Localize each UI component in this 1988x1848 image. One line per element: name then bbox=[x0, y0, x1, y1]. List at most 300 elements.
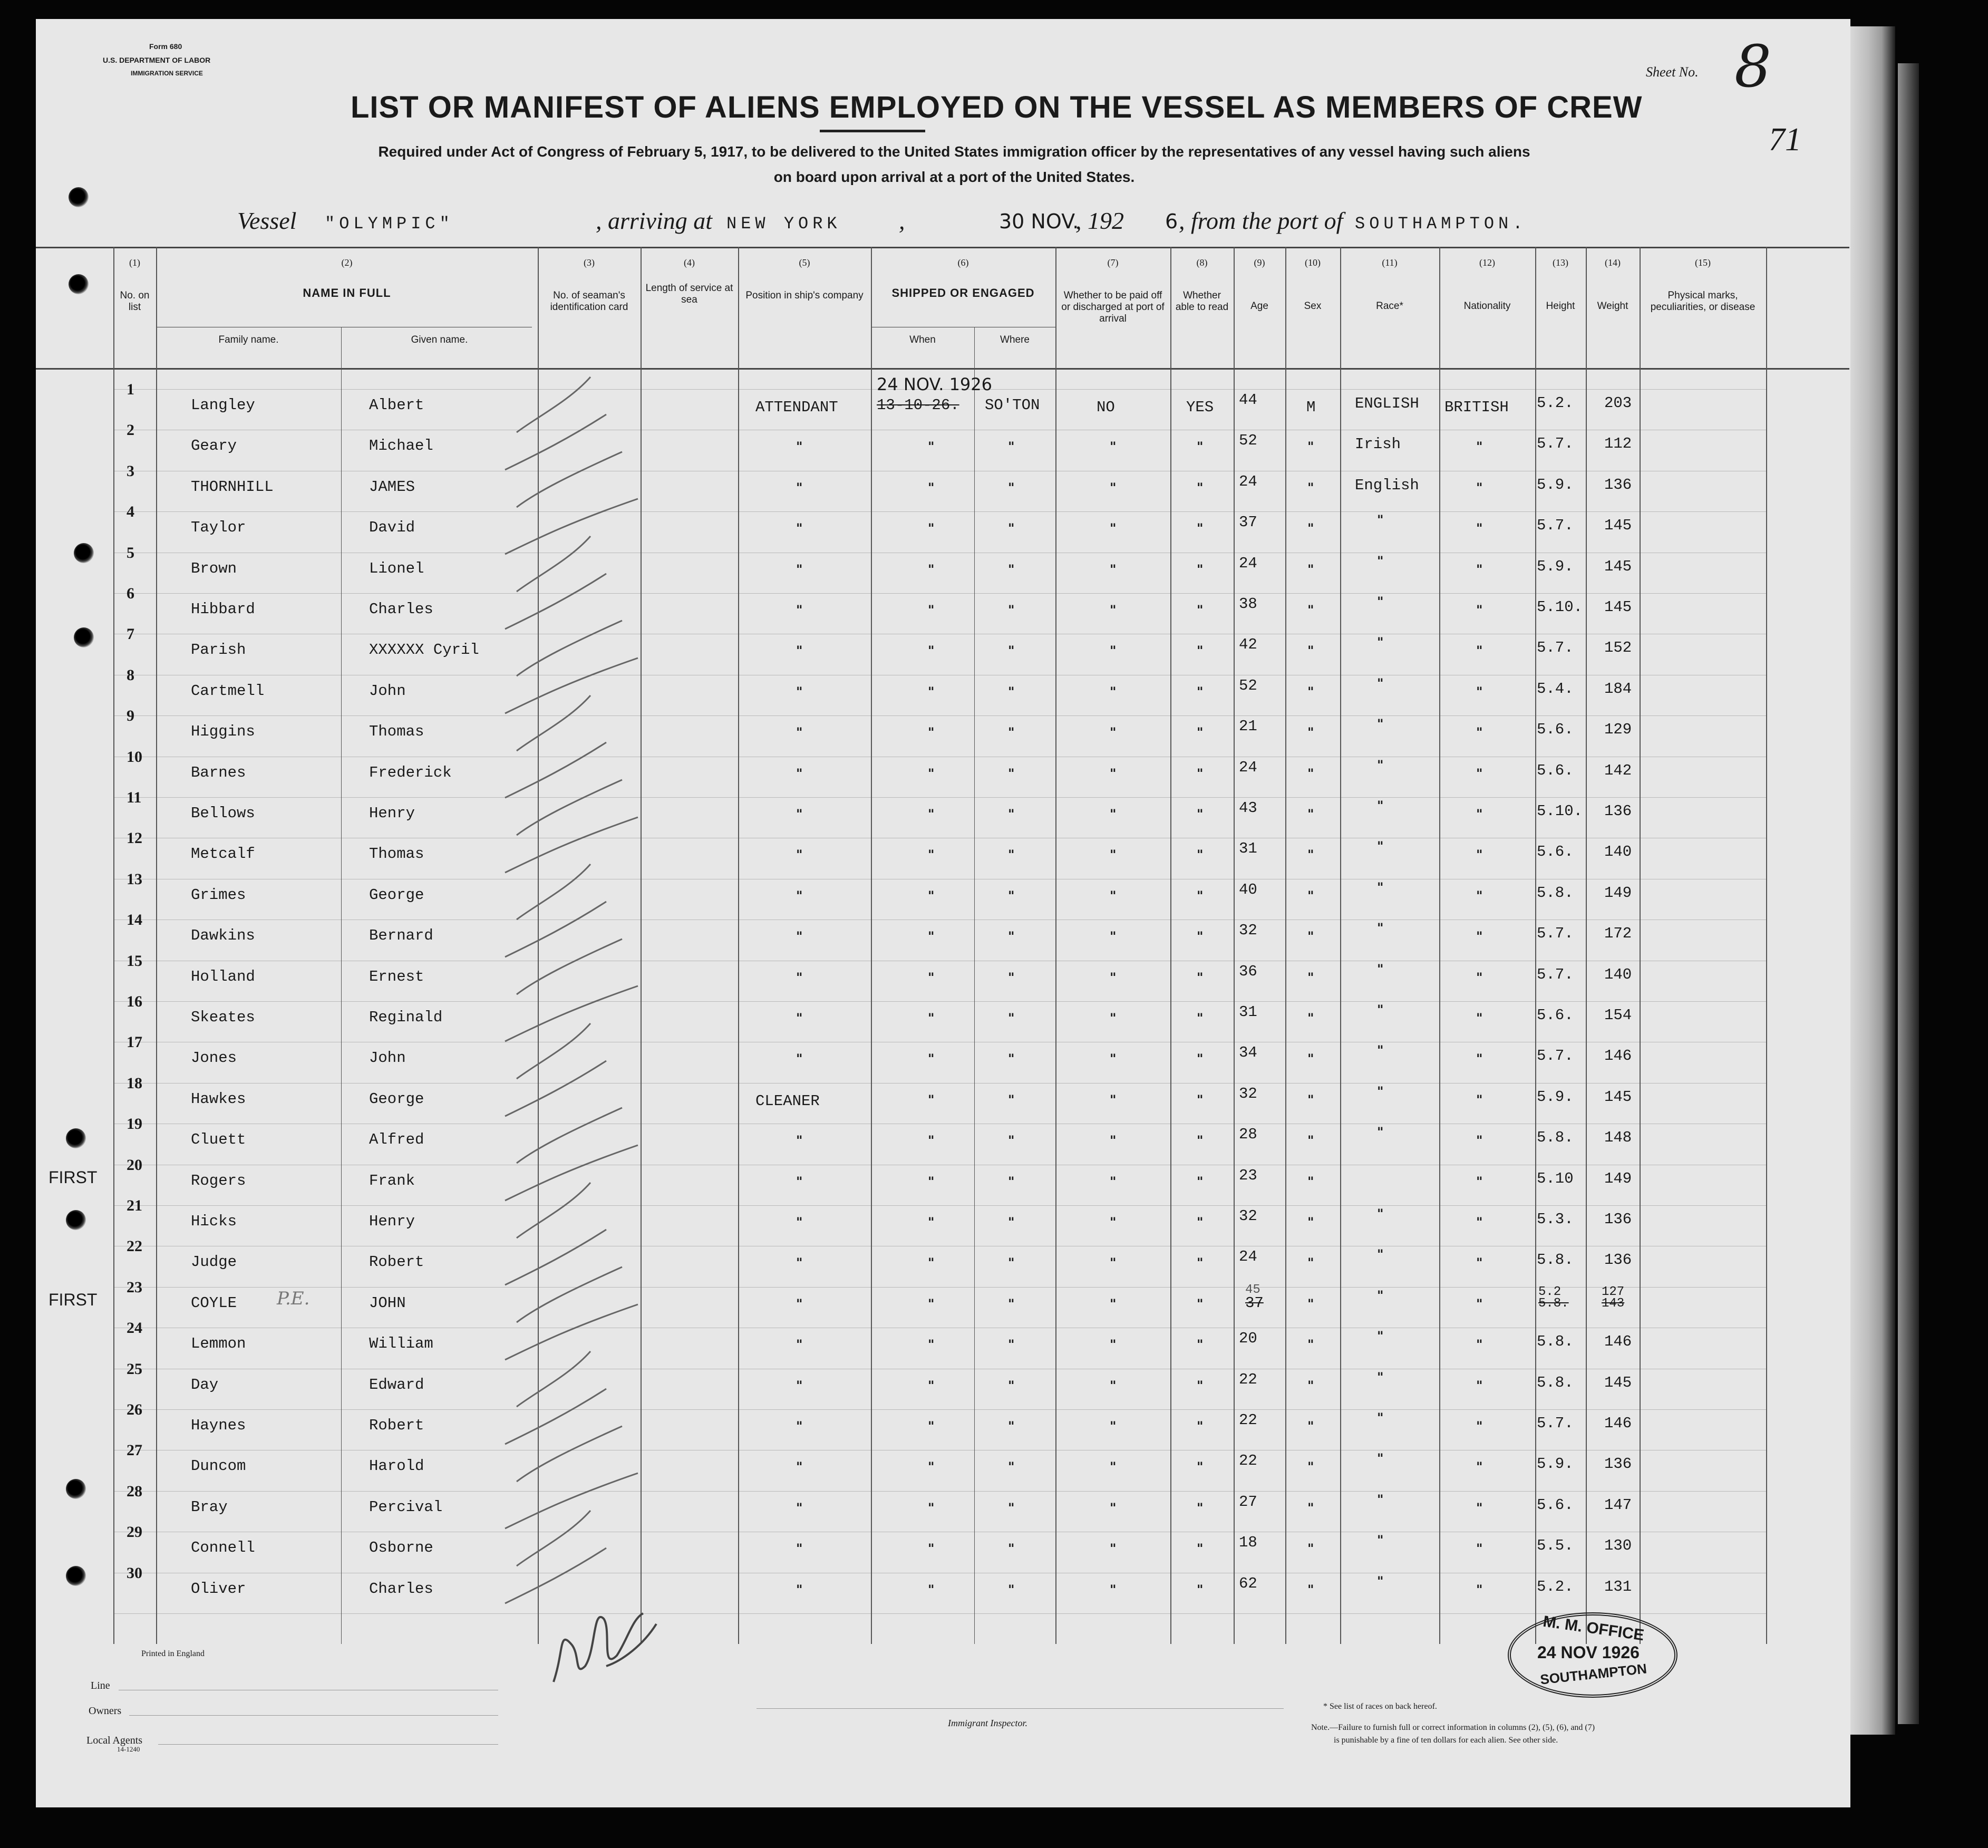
height-struck: 5.8. bbox=[1538, 1296, 1569, 1311]
column-header-c10: Sex bbox=[1304, 301, 1322, 312]
paid-off: " bbox=[1110, 970, 1117, 985]
sex: " bbox=[1307, 1459, 1314, 1474]
shipped-when: " bbox=[928, 766, 935, 781]
given-name: David bbox=[369, 519, 415, 536]
able-to-read: " bbox=[1197, 603, 1204, 617]
column-rule bbox=[1285, 247, 1286, 1644]
sex: " bbox=[1307, 1174, 1314, 1189]
weight: 145 bbox=[1604, 558, 1632, 575]
family-name: Brown bbox=[191, 560, 237, 577]
given-name: Charles bbox=[369, 1580, 433, 1598]
shipped-when: " bbox=[928, 1501, 935, 1515]
pencil-slash bbox=[517, 695, 590, 751]
height: 5.8. bbox=[1537, 1129, 1574, 1146]
paid-off: " bbox=[1110, 725, 1117, 740]
sex: " bbox=[1307, 1296, 1314, 1311]
row-number: 23 bbox=[127, 1279, 142, 1296]
race: " bbox=[1377, 554, 1384, 568]
paid-off: " bbox=[1110, 1541, 1117, 1556]
paid-off: " bbox=[1110, 807, 1117, 821]
paid-off: " bbox=[1110, 1051, 1117, 1066]
age: 28 bbox=[1239, 1126, 1257, 1143]
pencil-slash bbox=[505, 1389, 606, 1444]
pencil-slash bbox=[505, 742, 606, 798]
able-to-read: " bbox=[1197, 643, 1204, 658]
shipped-where: " bbox=[1008, 970, 1015, 985]
punch-hole bbox=[66, 1128, 86, 1148]
age: 23 bbox=[1239, 1167, 1257, 1184]
family-name: COYLE bbox=[191, 1294, 237, 1312]
nationality: " bbox=[1476, 1459, 1483, 1474]
penalty-note-1: Note.—Failure to furnish full or correct information in columns (2), (5), (6), and (7) bbox=[1311, 1723, 1595, 1732]
weight: 149 bbox=[1604, 1170, 1632, 1187]
position: " bbox=[796, 1459, 803, 1474]
height: 5.7. bbox=[1537, 966, 1574, 983]
margin-note: FIRST bbox=[49, 1168, 98, 1187]
row-number: 24 bbox=[127, 1319, 142, 1337]
race: " bbox=[1377, 1043, 1384, 1058]
height: 5.9. bbox=[1537, 476, 1574, 494]
paid-off: " bbox=[1110, 521, 1117, 536]
paid-off: " bbox=[1110, 480, 1117, 495]
able-to-read: " bbox=[1197, 1419, 1204, 1434]
row-rule bbox=[113, 1613, 1766, 1614]
weight: 136 bbox=[1604, 802, 1632, 820]
sex: " bbox=[1307, 1419, 1314, 1434]
row-number: 28 bbox=[127, 1483, 142, 1500]
row-number: 18 bbox=[127, 1075, 142, 1092]
nationality: " bbox=[1476, 1092, 1483, 1107]
age: 24 bbox=[1239, 759, 1257, 776]
race: ENGLISH bbox=[1355, 395, 1419, 412]
column-rule bbox=[1170, 247, 1171, 1644]
able-to-read: " bbox=[1197, 562, 1204, 577]
position: " bbox=[796, 766, 803, 781]
sex: " bbox=[1307, 1378, 1314, 1393]
nationality: " bbox=[1476, 847, 1483, 862]
family-name: Duncom bbox=[191, 1457, 246, 1475]
column-rule bbox=[1586, 247, 1587, 1644]
age: 32 bbox=[1239, 1085, 1257, 1102]
shipped-when: " bbox=[928, 684, 935, 699]
given-name: George bbox=[369, 1090, 424, 1108]
age: 31 bbox=[1239, 1003, 1257, 1021]
race: " bbox=[1377, 717, 1384, 731]
nationality: " bbox=[1476, 1296, 1483, 1311]
weight: 136 bbox=[1604, 1251, 1632, 1269]
column-header-c9: Age bbox=[1250, 301, 1268, 312]
position: " bbox=[796, 439, 803, 454]
row-number: 9 bbox=[127, 707, 134, 724]
shipped-where: " bbox=[1008, 1541, 1015, 1556]
race: " bbox=[1377, 1410, 1384, 1425]
column-rule bbox=[1234, 247, 1235, 1644]
pencil-slash bbox=[505, 902, 606, 957]
age: 24 bbox=[1239, 473, 1257, 490]
given-name: Bernard bbox=[369, 927, 433, 944]
row-rule bbox=[113, 1001, 1766, 1002]
able-to-read: " bbox=[1197, 1255, 1204, 1270]
shipped-where: " bbox=[1008, 807, 1015, 821]
family-name: Dawkins bbox=[191, 927, 255, 944]
given-name: Robert bbox=[369, 1253, 424, 1271]
race: " bbox=[1377, 1329, 1384, 1343]
age: 32 bbox=[1239, 1207, 1257, 1225]
row-number: 22 bbox=[127, 1237, 142, 1255]
shipped-when: " bbox=[928, 521, 935, 536]
shipped-when: " bbox=[928, 847, 935, 862]
column-number-c9: (9) bbox=[1254, 257, 1265, 268]
column-number-c11: (11) bbox=[1382, 257, 1398, 268]
age: 37 bbox=[1239, 514, 1257, 531]
penalty-note-2: is punishable by a fine of ten dollars for each alien. See other side. bbox=[1334, 1736, 1558, 1745]
punch-hole bbox=[74, 627, 94, 647]
shipped-when: " bbox=[928, 970, 935, 985]
shipped-where: " bbox=[1008, 439, 1015, 454]
position: " bbox=[796, 725, 803, 740]
column-number-c5: (5) bbox=[799, 257, 810, 268]
sex: " bbox=[1307, 1133, 1314, 1148]
race: " bbox=[1377, 1002, 1384, 1017]
position: " bbox=[796, 562, 803, 577]
shipped-when: " bbox=[928, 929, 935, 944]
age: 18 bbox=[1239, 1534, 1257, 1551]
punch-hole bbox=[66, 1479, 86, 1499]
height: 5.6. bbox=[1537, 843, 1574, 860]
owners-label: Owners bbox=[89, 1705, 122, 1717]
height: 5.8. bbox=[1537, 1333, 1574, 1350]
weight: 112 bbox=[1604, 435, 1632, 452]
sex: " bbox=[1307, 1255, 1314, 1270]
weight: 184 bbox=[1604, 680, 1632, 698]
family-name: Haynes bbox=[191, 1417, 246, 1434]
year-suffix: 6 bbox=[1165, 210, 1178, 233]
age: 44 bbox=[1239, 391, 1257, 409]
shipped-where: " bbox=[1008, 766, 1015, 781]
able-to-read: " bbox=[1197, 1501, 1204, 1515]
position: " bbox=[796, 1296, 803, 1311]
pencil-slash bbox=[505, 1230, 606, 1285]
weight: 136 bbox=[1604, 1455, 1632, 1473]
family-name: Connell bbox=[191, 1539, 255, 1556]
position: " bbox=[796, 1051, 803, 1066]
able-to-read: " bbox=[1197, 1133, 1204, 1148]
weight: 145 bbox=[1604, 517, 1632, 534]
age: 20 bbox=[1239, 1330, 1257, 1347]
shipped-when: " bbox=[928, 807, 935, 821]
weight: 131 bbox=[1604, 1578, 1632, 1595]
age: 22 bbox=[1239, 1411, 1257, 1429]
margin-note: FIRST bbox=[49, 1290, 98, 1309]
nationality: " bbox=[1476, 603, 1483, 617]
able-to-read: " bbox=[1197, 888, 1204, 903]
row-number: 7 bbox=[127, 625, 134, 643]
age: 42 bbox=[1239, 636, 1257, 653]
shipped-when: " bbox=[928, 1459, 935, 1474]
punch-hole bbox=[66, 1210, 86, 1230]
position: " bbox=[796, 807, 803, 821]
nationality: " bbox=[1476, 929, 1483, 944]
pencil-slash bbox=[517, 864, 590, 920]
paid-off: " bbox=[1110, 1337, 1117, 1352]
height: 5.2. bbox=[1537, 1578, 1574, 1595]
paid-off: NO bbox=[1097, 399, 1115, 416]
weight: 145 bbox=[1604, 1374, 1632, 1391]
race: " bbox=[1377, 1084, 1384, 1099]
shipped-where: " bbox=[1008, 929, 1015, 944]
column-rule bbox=[974, 327, 975, 1644]
given-name: George bbox=[369, 886, 424, 904]
column-rule bbox=[1766, 247, 1767, 1644]
position: " bbox=[796, 480, 803, 495]
sex: " bbox=[1307, 1051, 1314, 1066]
height: 5.8. bbox=[1537, 1374, 1574, 1391]
row-rule bbox=[113, 797, 1766, 798]
able-to-read: " bbox=[1197, 1378, 1204, 1393]
shipped-where: " bbox=[1008, 480, 1015, 495]
shipped-when: " bbox=[928, 1051, 935, 1066]
nationality: " bbox=[1476, 1378, 1483, 1393]
form-number: Form 680 bbox=[149, 42, 182, 51]
family-name: Hibbard bbox=[191, 601, 255, 618]
stamp-date: 24 NOV 1926 bbox=[1537, 1643, 1640, 1662]
shipped-when: " bbox=[928, 1541, 935, 1556]
from-label: , from the port of bbox=[1179, 207, 1343, 234]
nationality: " bbox=[1476, 439, 1483, 454]
nationality: " bbox=[1476, 1051, 1483, 1066]
family-name: Geary bbox=[191, 437, 237, 454]
race: " bbox=[1377, 635, 1384, 650]
service: IMMIGRATION SERVICE bbox=[131, 70, 203, 77]
given-name: Robert bbox=[369, 1417, 424, 1434]
subtitle-line-1: Required under Act of Congress of February 5, 1917, to be delivered to the United States immigration officer by the representatives of any vessel having such aliens bbox=[378, 143, 1530, 160]
column-number-c7: (7) bbox=[1107, 257, 1119, 268]
nationality: " bbox=[1476, 725, 1483, 740]
position: " bbox=[796, 1582, 803, 1597]
shipped-where: " bbox=[1008, 1582, 1015, 1597]
row-number: 20 bbox=[127, 1156, 142, 1174]
able-to-read: " bbox=[1197, 1296, 1204, 1311]
pencil-slash bbox=[517, 1426, 622, 1482]
nationality: " bbox=[1476, 807, 1483, 821]
weight-struck: 143 bbox=[1602, 1296, 1625, 1311]
arrival-port: NEW YORK bbox=[726, 214, 841, 234]
height: 5.7. bbox=[1537, 639, 1574, 656]
race: " bbox=[1377, 676, 1384, 691]
title-rule bbox=[820, 130, 925, 132]
position: " bbox=[796, 1215, 803, 1230]
paid-off: " bbox=[1110, 1215, 1117, 1230]
age: 52 bbox=[1239, 432, 1257, 449]
able-to-read: " bbox=[1197, 725, 1204, 740]
position: ATTENDANT bbox=[755, 399, 838, 416]
sex: " bbox=[1307, 1092, 1314, 1107]
row-rule bbox=[113, 593, 1766, 594]
given-name: Edward bbox=[369, 1376, 424, 1394]
height: 5.4. bbox=[1537, 680, 1574, 698]
race: " bbox=[1377, 594, 1384, 609]
able-to-read: " bbox=[1197, 480, 1204, 495]
paid-off: " bbox=[1110, 1255, 1117, 1270]
able-to-read: YES bbox=[1186, 399, 1214, 416]
owners-rule bbox=[129, 1715, 498, 1716]
weight: 145 bbox=[1604, 598, 1632, 616]
column-header-c2: NAME IN FULL bbox=[303, 286, 391, 299]
comma: , bbox=[899, 207, 905, 234]
weight: 140 bbox=[1604, 843, 1632, 860]
page-number: 71 bbox=[1769, 122, 1801, 158]
shipped-where: " bbox=[1008, 1051, 1015, 1066]
column-header-given-name: Given name. bbox=[411, 334, 468, 345]
shipped-where: " bbox=[1008, 725, 1015, 740]
shipped-when: " bbox=[928, 1092, 935, 1107]
pencil-slash bbox=[505, 1304, 638, 1360]
able-to-read: " bbox=[1197, 1092, 1204, 1107]
position: " bbox=[796, 1255, 803, 1270]
able-to-read: " bbox=[1197, 847, 1204, 862]
given-name: Reginald bbox=[369, 1009, 443, 1026]
race: " bbox=[1377, 839, 1384, 854]
sheet-label: Sheet No. bbox=[1646, 64, 1699, 80]
name-annotation: P.E. bbox=[277, 1288, 310, 1309]
row-rule bbox=[113, 1491, 1766, 1492]
height: 5.8. bbox=[1537, 1251, 1574, 1269]
paid-off: " bbox=[1110, 929, 1117, 944]
family-name: Taylor bbox=[191, 519, 246, 536]
height: 5.9. bbox=[1537, 1455, 1574, 1473]
nationality: " bbox=[1476, 684, 1483, 699]
nationality: " bbox=[1476, 1174, 1483, 1189]
age: 36 bbox=[1239, 963, 1257, 980]
family-name: Hawkes bbox=[191, 1090, 246, 1108]
shipped-where: " bbox=[1008, 847, 1015, 862]
page-edge-shadow bbox=[1850, 26, 1895, 1735]
able-to-read: " bbox=[1197, 970, 1204, 985]
nationality: " bbox=[1476, 888, 1483, 903]
paid-off: " bbox=[1110, 1296, 1117, 1311]
shipped-where: " bbox=[1008, 521, 1015, 536]
age: 45 bbox=[1245, 1283, 1260, 1297]
age: 22 bbox=[1239, 1452, 1257, 1469]
height: 5.5. bbox=[1537, 1537, 1574, 1554]
nationality: " bbox=[1476, 1255, 1483, 1270]
nationality: " bbox=[1476, 1419, 1483, 1434]
row-number: 27 bbox=[127, 1441, 142, 1459]
shipped-when: " bbox=[928, 725, 935, 740]
paid-off: " bbox=[1110, 684, 1117, 699]
shipped-when: " bbox=[928, 439, 935, 454]
weight: 142 bbox=[1604, 762, 1632, 779]
weight: 147 bbox=[1604, 1496, 1632, 1514]
row-rule bbox=[113, 715, 1766, 716]
able-to-read: " bbox=[1197, 1215, 1204, 1230]
given-name: Thomas bbox=[369, 845, 424, 863]
column-header-c14: Weight bbox=[1597, 301, 1628, 312]
column-number-c4: (4) bbox=[684, 257, 695, 268]
given-name: William bbox=[369, 1335, 433, 1352]
office-stamp bbox=[1508, 1612, 1677, 1698]
given-name: JAMES bbox=[369, 478, 415, 496]
position: CLEANER bbox=[755, 1092, 820, 1110]
position: " bbox=[796, 684, 803, 699]
weight: 149 bbox=[1604, 884, 1632, 902]
weight: 148 bbox=[1604, 1129, 1632, 1146]
race: English bbox=[1355, 477, 1419, 494]
pencil-slash bbox=[517, 780, 622, 835]
column-header-c13: Height bbox=[1546, 301, 1575, 312]
height: 5.7. bbox=[1537, 517, 1574, 534]
family-name: Parish bbox=[191, 641, 246, 659]
family-name: Higgins bbox=[191, 723, 255, 740]
shipped-where: " bbox=[1008, 1419, 1015, 1434]
column-number-c14: (14) bbox=[1605, 257, 1621, 268]
row-rule bbox=[113, 1287, 1766, 1288]
sex: " bbox=[1307, 1582, 1314, 1597]
sex: " bbox=[1307, 766, 1314, 781]
position: " bbox=[796, 847, 803, 862]
race: " bbox=[1377, 921, 1384, 935]
race: " bbox=[1377, 1247, 1384, 1262]
paid-off: " bbox=[1110, 1092, 1117, 1107]
column-rule bbox=[1340, 247, 1341, 1644]
sex: " bbox=[1307, 439, 1314, 454]
family-name: Cluett bbox=[191, 1131, 246, 1148]
punch-hole bbox=[66, 1566, 86, 1586]
shipped-when: " bbox=[928, 1296, 935, 1311]
age: 43 bbox=[1239, 799, 1257, 817]
nationality: " bbox=[1476, 1582, 1483, 1597]
shipped-where: " bbox=[1008, 1459, 1015, 1474]
family-name: Bellows bbox=[191, 805, 255, 822]
height: 5.9. bbox=[1537, 1088, 1574, 1106]
sex: " bbox=[1307, 1215, 1314, 1230]
paid-off: " bbox=[1110, 847, 1117, 862]
inspector-rule bbox=[757, 1708, 1284, 1709]
weight: 130 bbox=[1604, 1537, 1632, 1554]
column-rule bbox=[156, 247, 157, 1644]
race: " bbox=[1377, 1574, 1384, 1589]
row-number: 13 bbox=[127, 870, 142, 888]
paid-off: " bbox=[1110, 1133, 1117, 1148]
weight: 152 bbox=[1604, 639, 1632, 656]
weight: 129 bbox=[1604, 721, 1632, 738]
pencil-slash bbox=[517, 1351, 590, 1407]
row-number: 25 bbox=[127, 1360, 142, 1378]
given-name: Albert bbox=[369, 396, 424, 414]
column-rule bbox=[871, 247, 872, 1644]
shipped-where: " bbox=[1008, 1501, 1015, 1515]
vessel-label: Vessel bbox=[237, 207, 297, 234]
race: " bbox=[1377, 758, 1384, 772]
given-name: Osborne bbox=[369, 1539, 433, 1556]
age: 52 bbox=[1239, 677, 1257, 694]
position: " bbox=[796, 1541, 803, 1556]
height: 5.6. bbox=[1537, 1496, 1574, 1514]
row-rule bbox=[113, 511, 1766, 512]
shipped-where: " bbox=[1008, 1092, 1015, 1107]
page-edge-shadow-dark bbox=[1898, 63, 1919, 1724]
sex: " bbox=[1307, 521, 1314, 536]
column-number-c3: (3) bbox=[584, 257, 595, 268]
height: 5.7. bbox=[1537, 925, 1574, 942]
row-number: 6 bbox=[127, 585, 134, 602]
column-header-c8: Whether able to read bbox=[1175, 290, 1229, 313]
position: " bbox=[796, 1337, 803, 1352]
column-header-c6: SHIPPED OR ENGAGED bbox=[891, 286, 1035, 299]
shipped-where: " bbox=[1008, 1215, 1015, 1230]
paid-off: " bbox=[1110, 1011, 1117, 1025]
column-rule bbox=[1535, 247, 1536, 1644]
